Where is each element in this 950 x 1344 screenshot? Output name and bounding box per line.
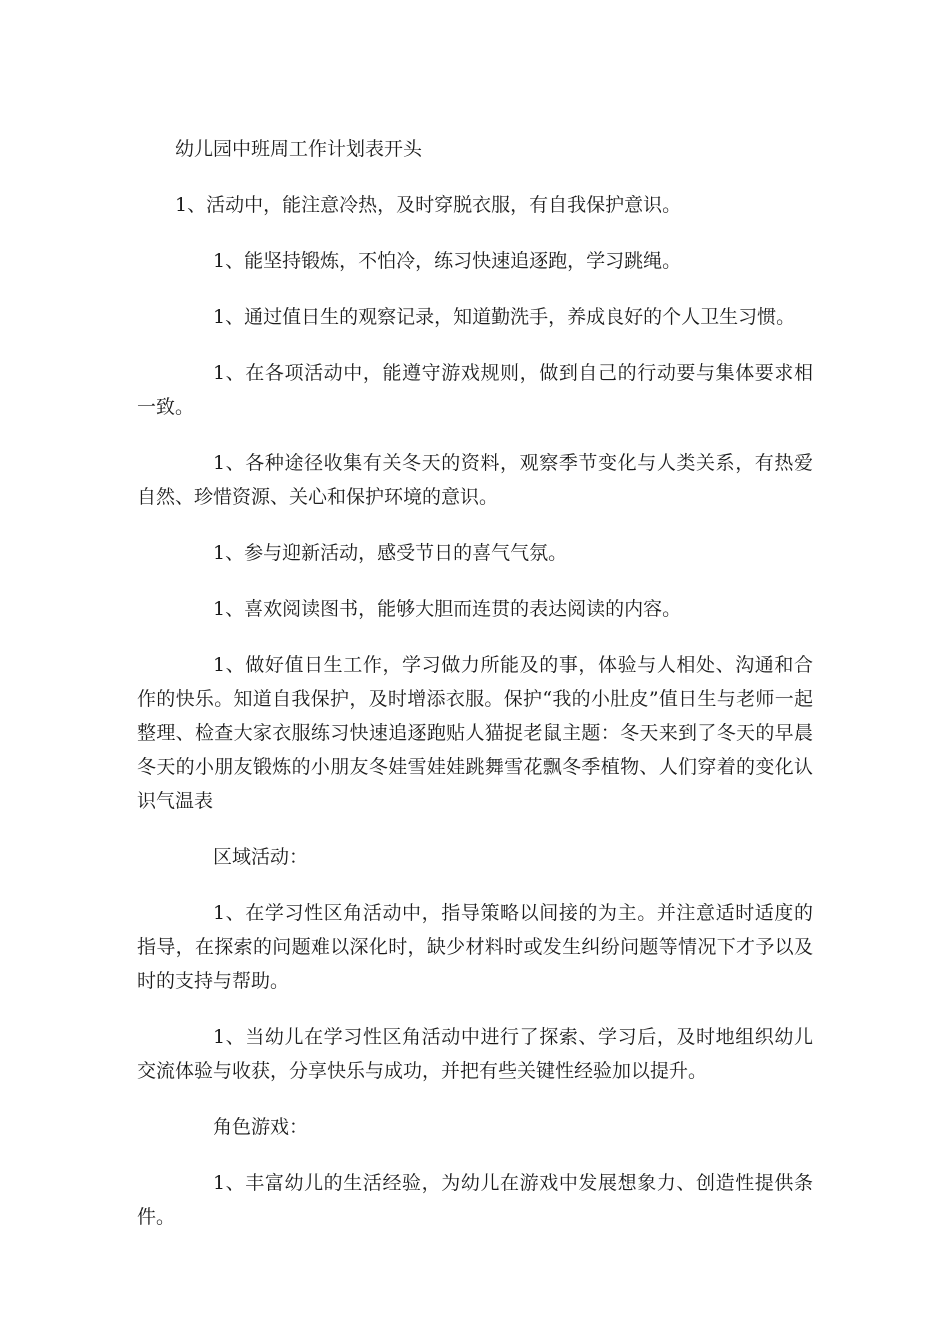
section-heading-role-play: 角色游戏： [213,1116,309,1138]
document-title: 幼儿园中班周工作计划表开头 [175,138,423,160]
paragraph-2: 1、能坚持锻炼，不怕冷，练习快速追逐跑，学习跳绳。 [213,250,682,272]
paragraph-8: 1、做好值日生工作，学习做力所能及的事，体验与人相处、沟通和合作的快乐。知道自我保护，及时增添衣服。保护“我的小肚皮”值日生与老师一起整理、检查大家衣服练习快速追逐跑贴人猫捉老鼠主题：冬天来到了冬天的早晨冬天的小朋友锻炼的小朋友冬娃雪娃娃跳舞雪花飘冬季植物、人们穿着的变化认识气温表 [137,654,813,812]
paragraph-3: 1、通过值日生的观察记录，知道勤洗手，养成良好的个人卫生习惯。 [213,306,796,328]
section-heading-area-activities: 区域活动： [213,846,309,868]
paragraph-6: 1、参与迎新活动，感受节日的喜气气氛。 [213,542,568,564]
paragraph-5: 1、各种途径收集有关冬天的资料，观察季节变化与人类关系，有热爱自然、珍惜资源、关心和保护环境的意识。 [137,452,813,508]
paragraph-7: 1、喜欢阅读图书，能够大胆而连贯的表达阅读的内容。 [213,598,682,620]
paragraph-1: 1、活动中，能注意冷热，及时穿脱衣服，有自我保护意识。 [175,194,682,216]
document-body [137,132,813,1234]
paragraph-9: 1、在学习性区角活动中，指导策略以间接的为主。并注意适时适度的指导，在探索的问题难以深化时，缺少材料时或发生纠纷问题等情况下才予以及时的支持与帮助。 [137,902,813,992]
paragraph-10: 1、当幼儿在学习性区角活动中进行了探索、学习后，及时地组织幼儿交流体验与收获，分享快乐与成功，并把有些关键性经验加以提升。 [137,1026,813,1082]
paragraph-11: 1、丰富幼儿的生活经验，为幼儿在游戏中发展想象力、创造性提供条件。 [137,1172,813,1228]
paragraph-4: 1、在各项活动中，能遵守游戏规则，做到自己的行动要与集体要求相一致。 [137,362,813,418]
